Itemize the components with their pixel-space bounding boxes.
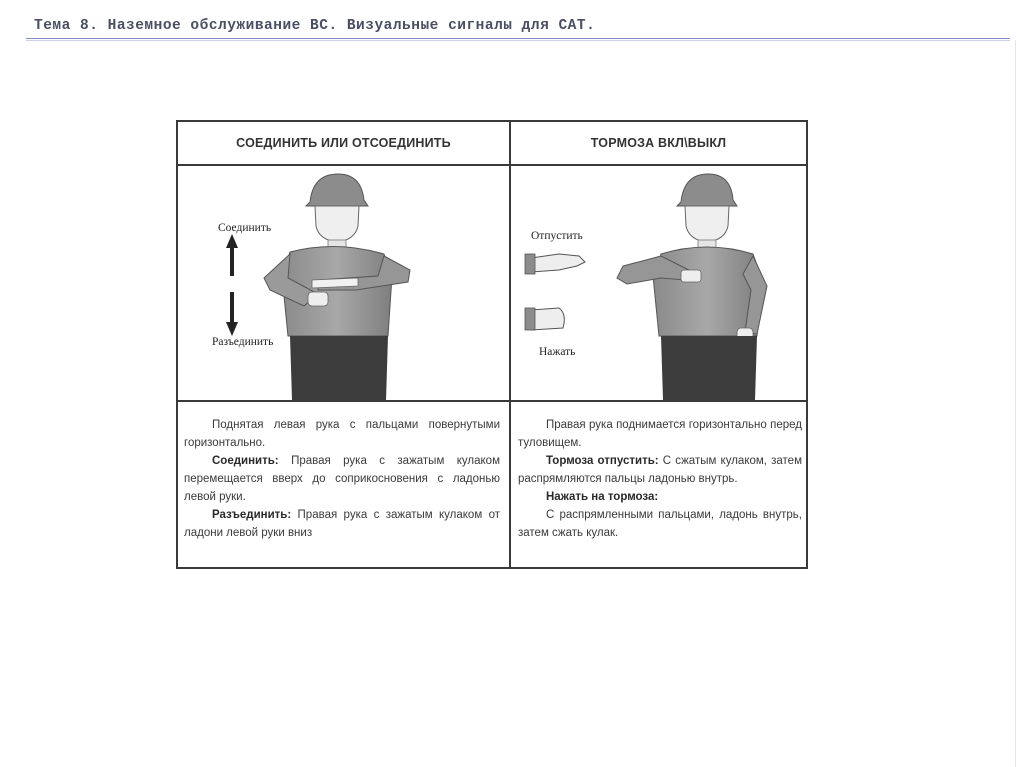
- caption-connect: Соединить: [218, 222, 272, 234]
- connect-paragraph-3: [184, 506, 500, 542]
- connect-figure-illustration: [178, 166, 509, 400]
- title-underline-shadow: [26, 40, 1010, 41]
- caption-release: Отпустить: [531, 230, 583, 242]
- connect-paragraph-1: Поднятая левая рука с пальцами повернутыми горизонтально.: [184, 419, 500, 449]
- figure-brakes: [511, 166, 806, 400]
- brakes-paragraph-3: [518, 488, 802, 506]
- header-connect: СОЕДИНИТЬ ИЛИ ОТСОЕДИНИТЬ: [236, 136, 451, 150]
- brakes-paragraph-4: С распрямленными пальцами, ладонь внутрь, затем сжать кулак.: [518, 509, 802, 539]
- disconnect-label: Разъединить:: [212, 509, 292, 521]
- slide-title: Тема 8. Наземное обслуживание ВС. Визуальные сигналы для САТ.: [34, 18, 596, 34]
- connect-paragraph-2: [184, 452, 500, 506]
- figure-connect: [178, 166, 509, 400]
- connect-text: Правая рука с зажатым кулаком перемещается вверх до соприкосновения с ладонью левой руки.: [184, 455, 500, 503]
- release-label: Тормоза отпустить:: [546, 455, 659, 467]
- press-label: Нажать на тормоза:: [546, 491, 659, 503]
- slide-edge: [1015, 40, 1016, 767]
- brakes-paragraph-2: [518, 452, 802, 488]
- caption-disconnect: Разъединить: [212, 336, 274, 348]
- caption-press: Нажать: [539, 346, 576, 358]
- disconnect-text: Правая рука с зажатым кулаком от ладони левой руки вниз: [184, 509, 500, 539]
- connect-label: Соединить:: [212, 455, 279, 467]
- header-brakes: ТОРМОЗА ВКЛ\ВЫКЛ: [590, 136, 727, 150]
- description-connect: [184, 416, 500, 542]
- description-brakes: [518, 416, 802, 542]
- brakes-figure-illustration: [511, 166, 806, 400]
- title-underline: [26, 38, 1010, 39]
- release-text: С сжатым кулаком, затем распрямляются пальцы ладонью внутрь.: [518, 455, 802, 485]
- figure-divider: [178, 400, 806, 402]
- signals-table: [176, 120, 808, 569]
- brakes-paragraph-1: Правая рука поднимается горизонтально перед туловищем.: [518, 419, 802, 449]
